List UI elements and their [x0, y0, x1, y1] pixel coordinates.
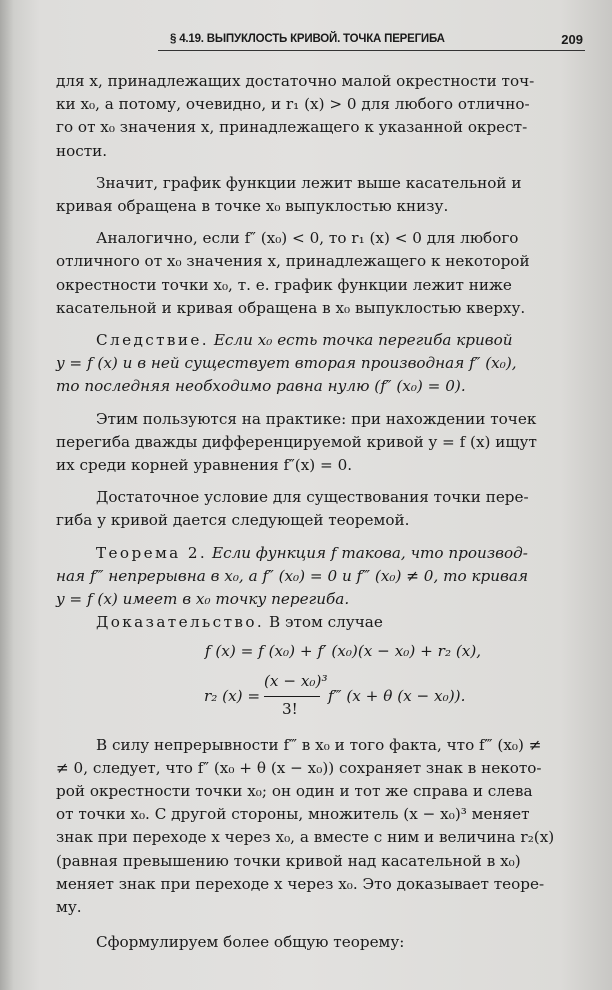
eq2-numerator: (x − x₀)³ [264, 671, 328, 690]
text-line: Достаточное условие для существования точки пере- [96, 488, 529, 507]
text-line: гиба у кривой дается следующей теоремой. [56, 511, 410, 530]
corollary-line: то последняя необходимо равна нулю (f″ (x₀) = 0). [56, 377, 466, 396]
running-header [130, 30, 585, 48]
theorem-text: Если функция f такова, что производ- [212, 543, 528, 562]
text-line: для x, принадлежащих достаточно малой окрестности точ- [56, 72, 535, 90]
proof-text: В этом случае [268, 613, 383, 632]
eq2-rhs: f‴ (x + θ (x − x₀)). [328, 686, 466, 705]
header-rule [158, 50, 585, 51]
text-line: ≠ 0, следует, что f″ (x₀ + θ (x − x₀)) сохраняет знак в некото- [56, 758, 542, 777]
text-line: Значит, график функции лежит выше касательной и [96, 173, 522, 192]
proof-line [56, 611, 586, 634]
eq2-lhs: r₂ (x) = [204, 686, 261, 705]
text-line: В силу непрерывности f‴ в x₀ и того факта, что f‴ (x₀) ≠ [96, 735, 542, 754]
text-line: кривая обращена в точке x₀ выпуклостью книзу. [56, 197, 449, 216]
text-line: знак при переходе x через x₀, а вместе с ним и величина r₂(x) [56, 828, 555, 847]
text-line: отличного от x₀ значения x, принадлежащего к некоторой [56, 252, 530, 271]
corollary-text: Если x₀ есть точка перегиба кривой [213, 331, 513, 350]
text-line: му. [56, 898, 82, 917]
text-line: рой окрестности точки x₀; он один и тот же справа и слева [56, 782, 533, 801]
theorem-line: y = f (x) имеет в x₀ точку перегиба. [56, 590, 350, 609]
text-line: ности. [56, 141, 108, 160]
fraction-bar [264, 696, 320, 697]
text-line: от точки x₀. С другой стороны, множитель (x − x₀)³ меняет [56, 805, 530, 824]
text-line: меняет знак при переходе x через x₀. Это доказывает теоре- [56, 874, 545, 893]
body-text [56, 70, 586, 955]
section-title: § 4.19. ВЫПУКЛОСТЬ КРИВОЙ. ТОЧКА ПЕРЕГИБА [170, 33, 445, 45]
page-number: 209 [561, 32, 583, 47]
text-line: (равная превышению точки кривой над касательной в x₀) [56, 851, 521, 870]
text-line: Аналогично, если f″ (x₀) < 0, то r₁ (x) < 0 для любого [96, 229, 519, 248]
text-line: Этим пользуются на практике: при нахождении точек [96, 409, 537, 428]
corollary-label: Следствие. [96, 331, 210, 350]
text-line: окрестности точки x₀, т. е. график функции лежит ниже [56, 275, 512, 294]
theorem-label: Теорема 2. [96, 543, 208, 562]
equation-2 [56, 671, 586, 720]
corollary-line: y = f (x) и в ней существует вторая производная f″ (x₀), [56, 354, 517, 373]
corollary-line [56, 329, 586, 352]
theorem-line [56, 542, 586, 565]
fraction [204, 671, 534, 720]
text-line: Сформулируем более общую теорему: [96, 933, 405, 952]
proof-label: Доказательство. [96, 613, 265, 632]
text-line: ки x₀, а потому, очевидно, и r₁ (x) > 0 для любого отлично- [56, 95, 530, 114]
theorem-line: ная f‴ непрерывна в x₀, а f″ (x₀) = 0 и f‴ (x₀) ≠ 0, то кривая [56, 566, 528, 585]
text-line: их среди корней уравнения f″(x) = 0. [56, 456, 353, 475]
text-line: перегиба дважды дифференцируемой кривой y = f (x) ищут [56, 432, 537, 451]
text-line: го от x₀ значения x, принадлежащего к указанной окрест- [56, 118, 528, 137]
text-line: касательной и кривая обращена в x₀ выпуклостью кверху. [56, 298, 526, 317]
equation-1: f (x) = f (x₀) + f′ (x₀)(x − x₀) + r₂ (x), [204, 642, 482, 661]
eq2-denominator: 3! [282, 699, 298, 718]
